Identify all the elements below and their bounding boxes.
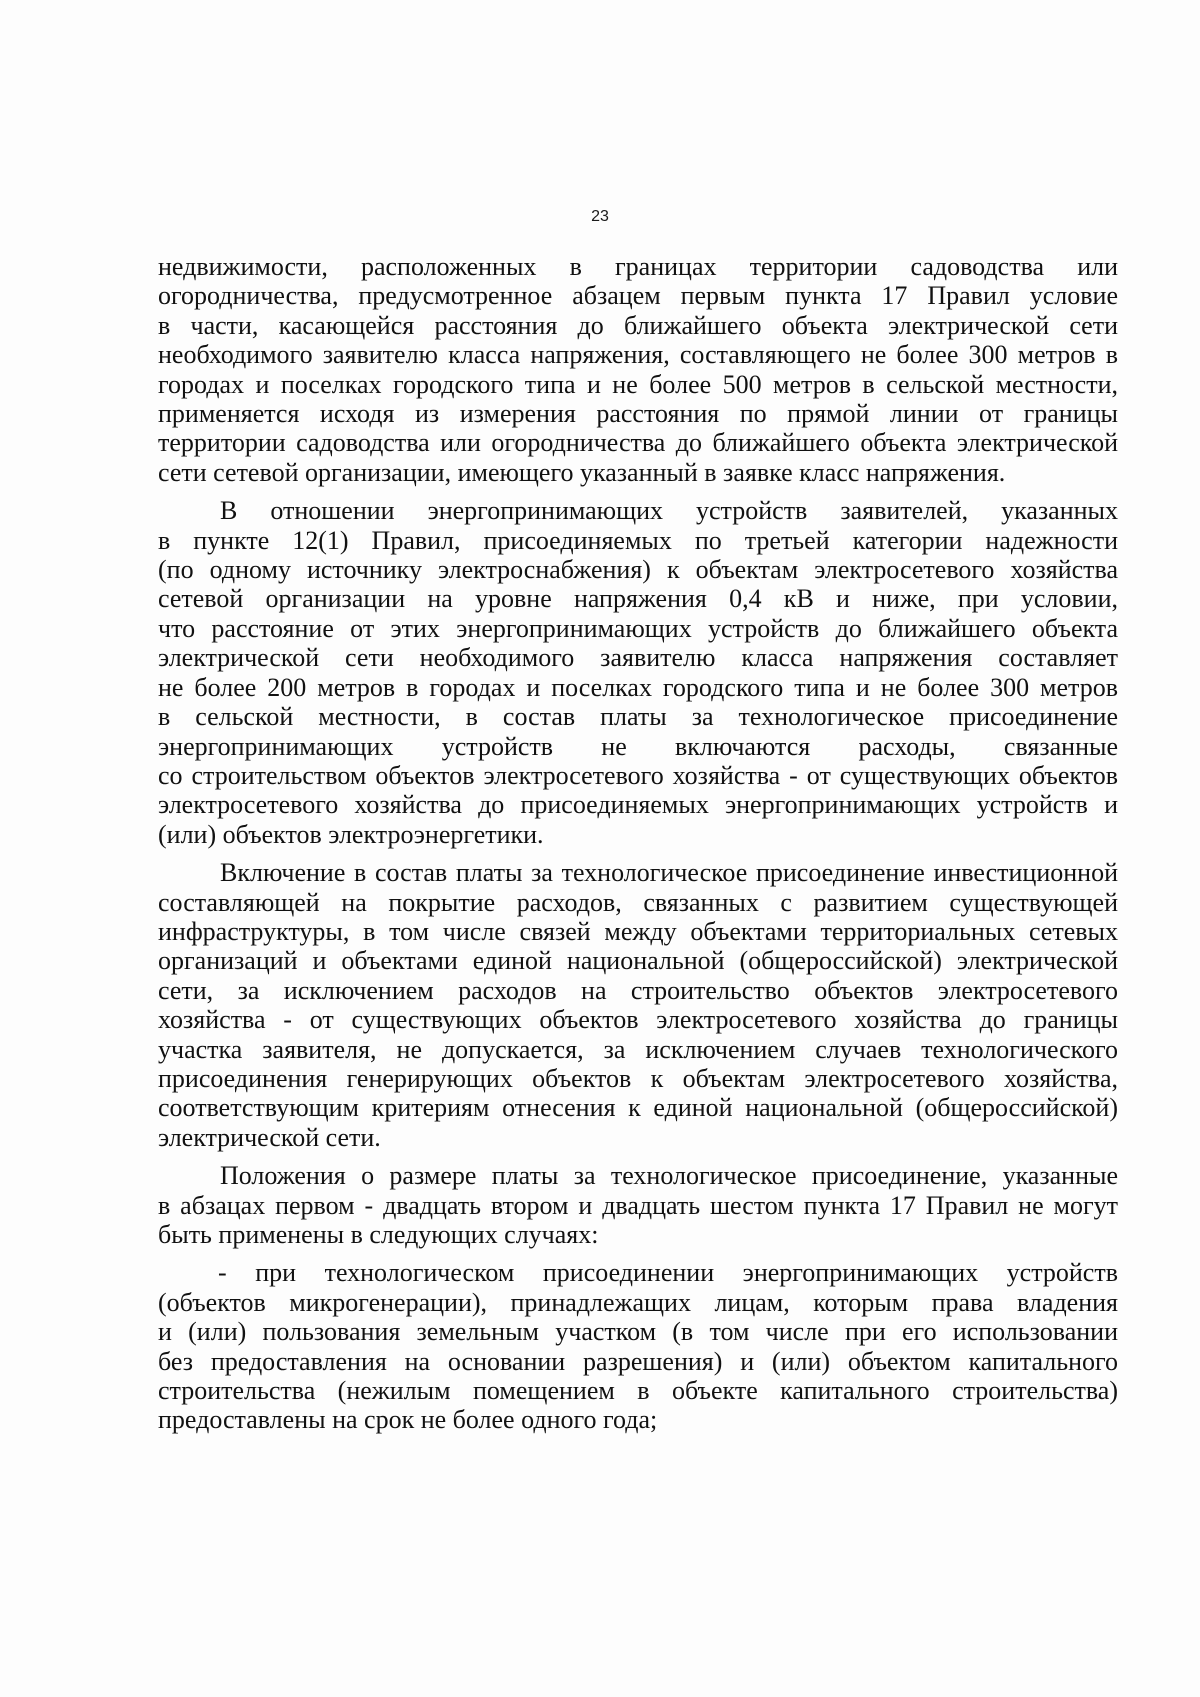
text-line: (объектов микрогенерации), принадлежащих лицам, которым права владения [158,1287,1118,1317]
text-line: и (или) пользования земельным участком (в том числе при его использовании [158,1317,1118,1347]
text-line: организаций и объектами единой национальной (общероссийской) электрической [158,946,1118,976]
text-line: со строительством объектов электросетевого хозяйства - от существующих объектов [158,760,1118,790]
text-line: - при технологическом присоединении энергопринимающих устройств [218,1258,1118,1288]
text-line: городах и поселках городского типа и не более 500 метров в сельской местности, [158,369,1118,399]
document-body [158,252,1118,1435]
text-line: инфраструктуры, в том числе связей между объектами территориальных сетевых [158,916,1118,946]
text-line: применяется исходя из измерения расстояния по прямой линии от границы [158,399,1118,429]
text-line: составляющей на покрытие расходов, связанных с развитием существующей [158,887,1118,917]
paragraph-fee-provisions [158,1161,1118,1249]
text-line: в пункте 12(1) Правил, присоединяемых по третьей категории надежности [158,525,1118,555]
text-line: (или) объектов электроэнергетики. [158,819,544,849]
text-line: огородничества, предусмотренное абзацем первым пункта 17 Правил условие [158,281,1118,311]
text-line: территории садоводства или огородничества до ближайшего объекта электрической [158,428,1118,458]
text-line: быть применены в следующих случаях: [158,1220,599,1249]
text-line: присоединения генерирующих объектов к объектам электросетевого хозяйства, [158,1063,1118,1093]
text-line: в абзацах первом - двадцать втором и двадцать шестом пункта 17 Правил не могут [158,1190,1118,1220]
text-line: соответствующим критериям отнесения к единой национальной (общероссийской) [158,1093,1118,1123]
text-line: В отношении энергопринимающих устройств заявителей, указанных [220,496,1118,526]
text-line: электрической сети. [158,1122,381,1152]
text-line: в части, касающейся расстояния до ближайшего объекта электрической сети [158,310,1118,340]
text-line: в сельской местности, в состав платы за технологическое присоединение [158,702,1118,732]
text-line: строительства (нежилым помещением в объекте капитального строительства) [158,1376,1118,1406]
paragraph-continuation [158,252,1118,487]
list-item-microgeneration [158,1258,1118,1434]
text-line: энергопринимающих устройств не включаются расходы, связанные [158,731,1118,761]
paragraph-investment-component [158,858,1118,1152]
text-line: электросетевого хозяйства до присоединяемых энергопринимающих устройств и [158,790,1118,820]
text-line: Положения о размере платы за технологическое присоединение, указанные [220,1161,1118,1191]
text-line: без предоставления на основании разрешения) и (или) объектом капитального [158,1346,1118,1376]
text-line: хозяйства - от существующих объектов электросетевого хозяйства до границы [158,1005,1118,1035]
text-line: предоставлены на срок не более одного года; [158,1405,658,1435]
text-line: (по одному источнику электроснабжения) к объектам электросетевого хозяйства [158,555,1118,585]
page-number: 23 [591,208,609,225]
text-line: не более 200 метров в городах и поселках городского типа и не более 300 метров [158,672,1118,702]
text-line: сети, за исключением расходов на строительство объектов электросетевого [158,975,1118,1005]
text-line: необходимого заявителю класса напряжения, составляющего не более 300 метров в [158,340,1118,370]
text-line: участка заявителя, не допускается, за исключением случаев технологического [158,1034,1118,1064]
text-line: недвижимости, расположенных в границах территории садоводства или [158,252,1118,281]
text-line: электрической сети необходимого заявителю класса напряжения составляет [158,643,1118,673]
text-line: что расстояние от этих энергопринимающих устройств до ближайшего объекта [158,613,1118,643]
paragraph-energy-devices [158,496,1118,849]
text-line: сетевой организации на уровне напряжения 0,4 кВ и ниже, при условии, [158,584,1118,614]
text-line: сети сетевой организации, имеющего указанный в заявке класс напряжения. [158,457,1006,487]
text-line: Включение в состав платы за технологическое присоединение инвестиционной [220,858,1118,888]
